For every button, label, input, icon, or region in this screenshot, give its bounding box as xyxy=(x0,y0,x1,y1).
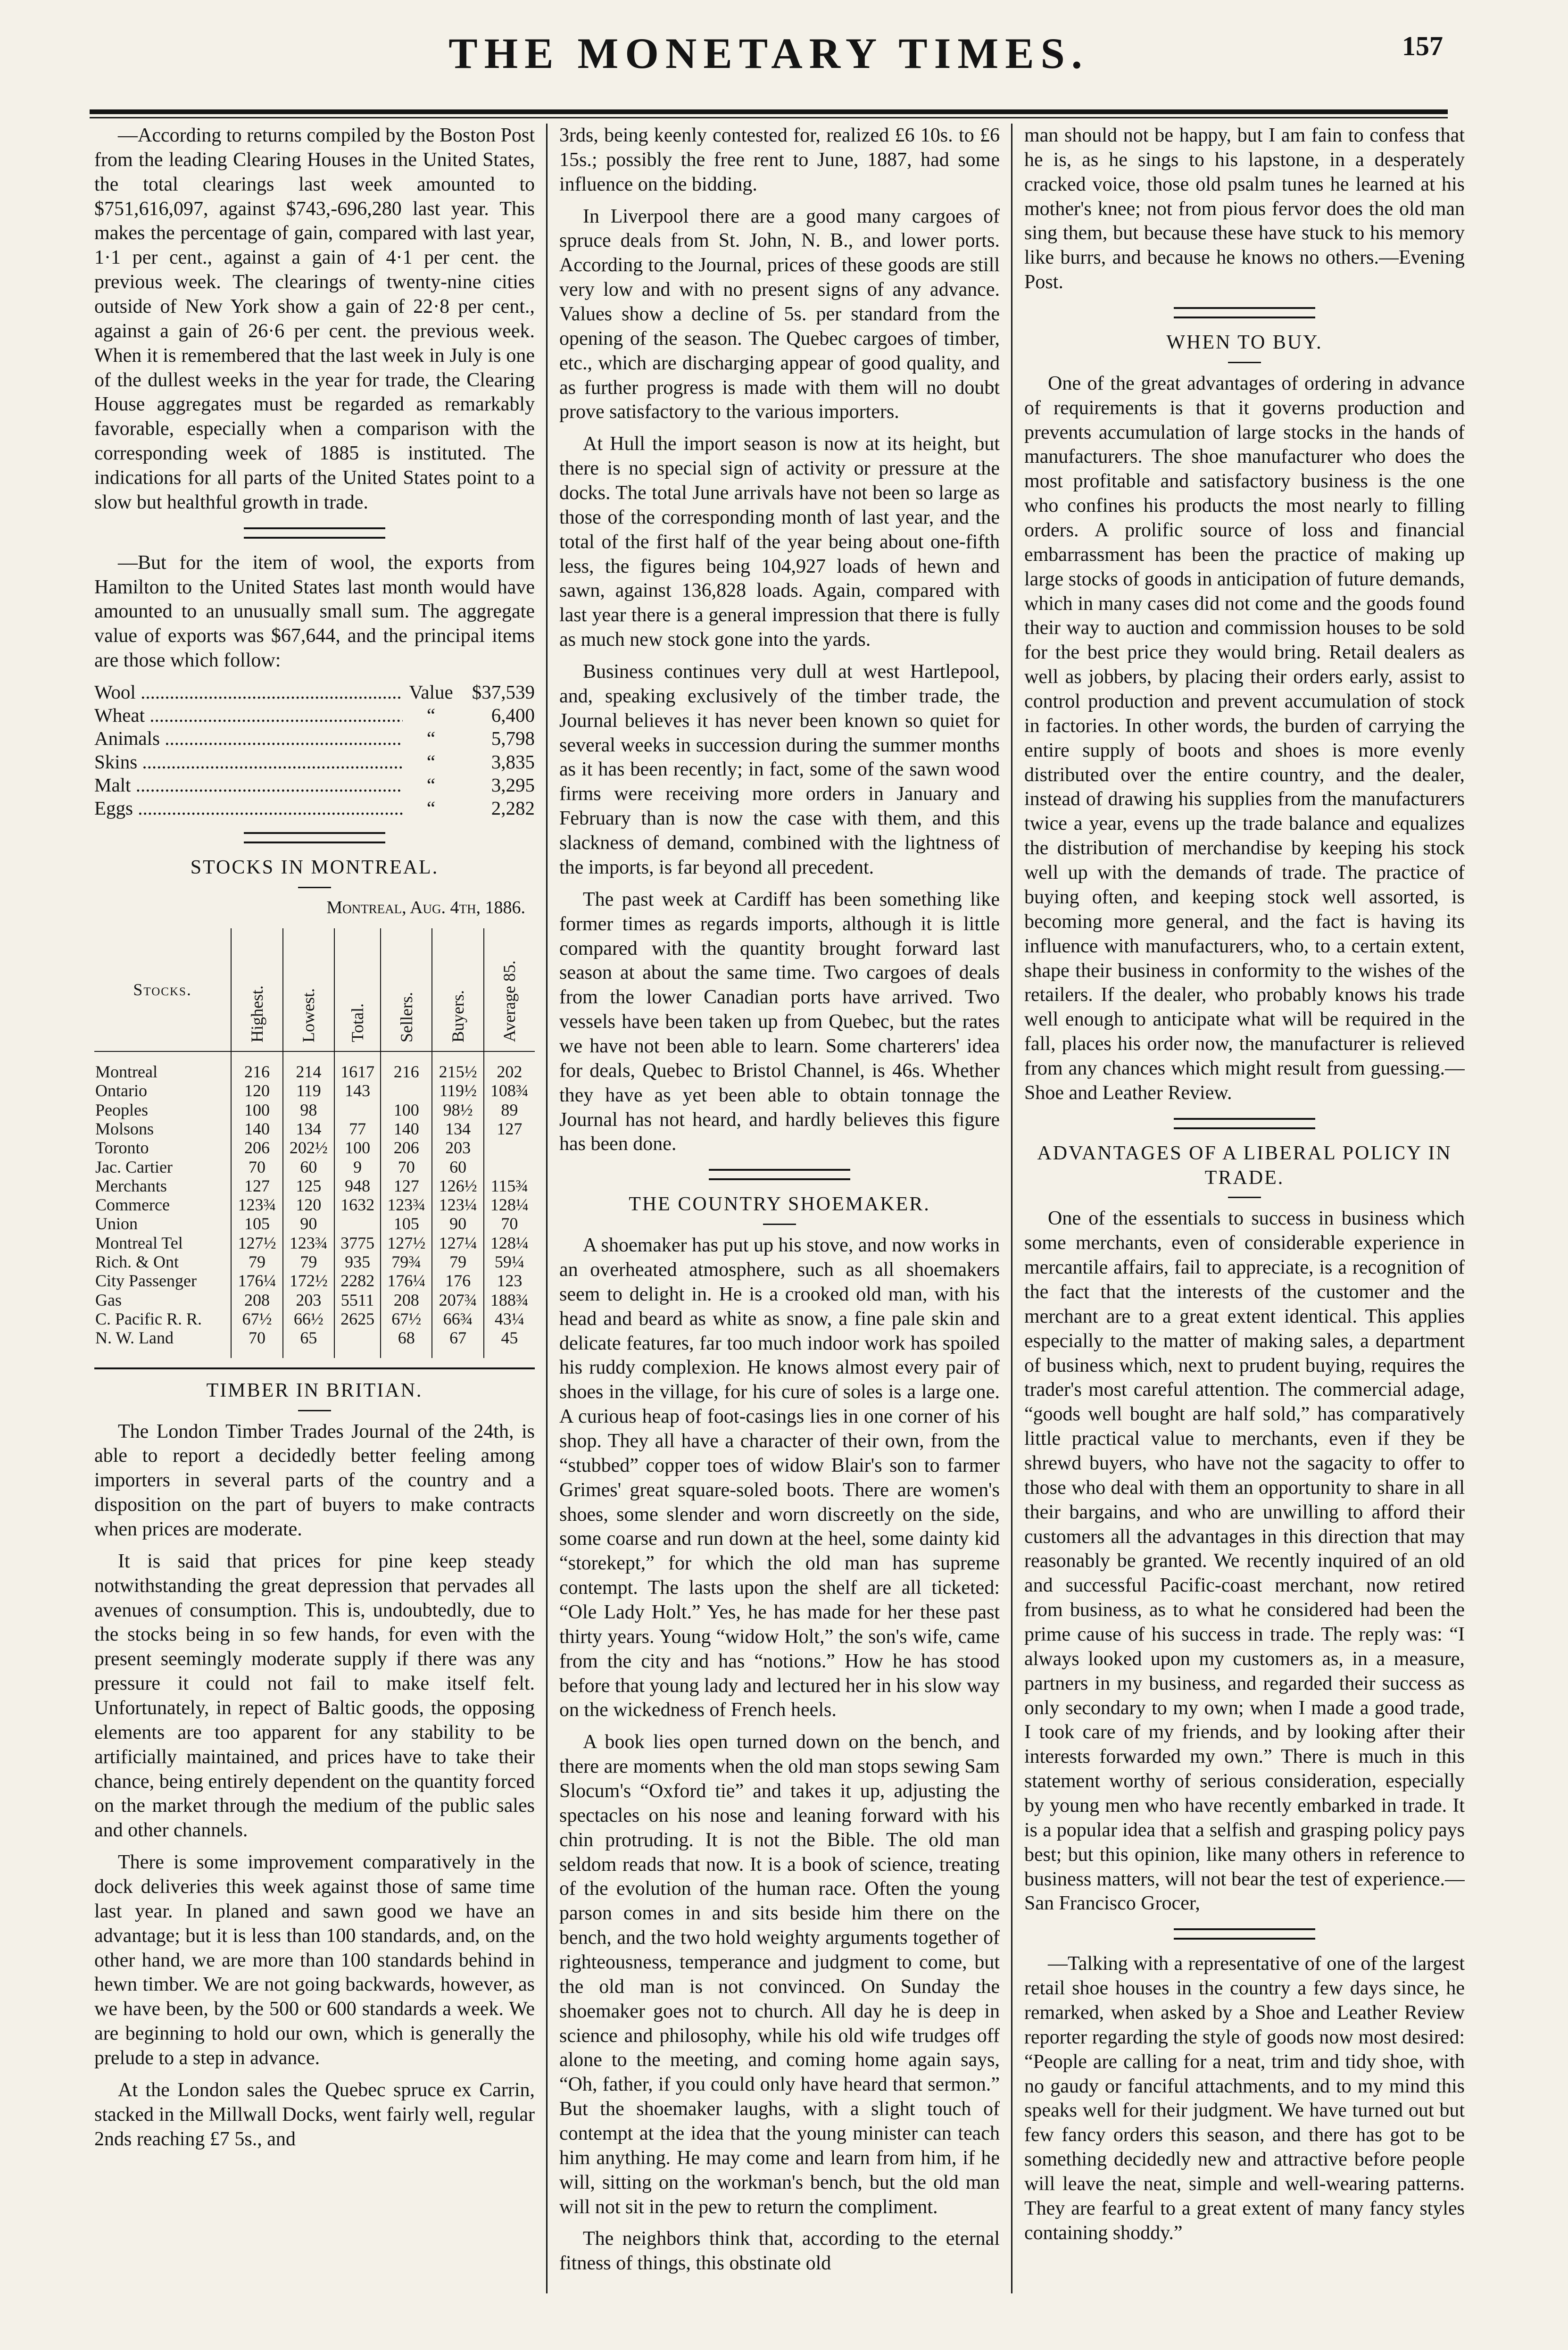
stock-name: C. Pacific R. R. xyxy=(95,1309,202,1329)
stock-value: 125 xyxy=(283,1176,334,1195)
stock-value: 128¼ xyxy=(484,1233,535,1252)
timber-heading: TIMBER IN BRITIAN. xyxy=(206,1379,423,1401)
export-row xyxy=(94,704,535,727)
column-1 xyxy=(94,124,535,2322)
stocks-header-label: Lowest. xyxy=(299,988,318,1042)
stock-value: 1632 xyxy=(334,1195,381,1214)
shoemaker-paragraph-3: The neighbors think that, according to the eternal fitness of things, this obstinate old xyxy=(559,2228,1000,2275)
shoemaker-paragraph-2: A book lies open turned down on the bench, and there are moments when the old man stops sewing Sam Slocum's “Oxford tie” and takes it up, adjusting the spectacles on his nose and leaning forward with his chin protruding. It is not the Bible. The old man seldom reads that now. It is a book of science, treating of the evolution of the human race. Often the young parson comes in and sits beside him there on the bench, and the two hold weighty arguments together of righteousness, temperance and judgment to come, but the old man is not convinced. On Sunday the shoemaker goes not to church. All day he is deep in science and philosophy, while his old wife trudges off alone to the meeting, and coming home again says, “Oh, father, if you could only have heard that sermon.” But the shoemaker laughs, with a slight touch of contempt at the idea that the young minister can teach him anything. He may come and learn from him, if he will, sitting on the workman's bench, but the old man will not sit in the pew to return the compliment. xyxy=(559,1731,1000,2218)
exports-list xyxy=(94,681,535,820)
timber-paragraph-1: The London Timber Trades Journal of the 24th, is able to report a decidedly better feeling among importers in several parts of the country and a disposition on the part of buyers to make contracts when prices are moderate. xyxy=(94,1420,535,1540)
stocks-column-header xyxy=(94,928,231,1051)
table-row xyxy=(94,1138,535,1157)
table-row xyxy=(94,1271,535,1290)
stock-value: 9 xyxy=(334,1158,381,1176)
timber-paragraph-4: At the London sales the Quebec spruce ex Carrin, stacked in the Millwall Docks, went fairly well, regular 2nds reaching £7 5s., and xyxy=(94,2079,535,2150)
stock-value: 207¾ xyxy=(432,1291,483,1309)
table-row xyxy=(94,1081,535,1100)
stock-value: 176¼ xyxy=(381,1271,432,1290)
stock-value: 77 xyxy=(334,1119,381,1138)
stock-value: 105 xyxy=(231,1214,282,1233)
stock-value: 214 xyxy=(283,1051,334,1081)
export-item: Malt ..... xyxy=(94,774,403,797)
stock-name: Jac. Cartier xyxy=(95,1157,173,1176)
stock-value: 134 xyxy=(283,1119,334,1138)
stock-value xyxy=(334,1100,381,1119)
stock-value: 216 xyxy=(381,1051,432,1081)
stock-value: 127 xyxy=(381,1176,432,1195)
section-separator xyxy=(709,1169,850,1180)
export-row xyxy=(94,750,535,774)
stock-value: 127 xyxy=(231,1176,282,1195)
table-row xyxy=(94,1100,535,1119)
column-divider xyxy=(546,124,548,2293)
stock-name: City Passenger xyxy=(95,1271,197,1291)
stock-value: 127 xyxy=(484,1119,535,1138)
stock-value: 126½ xyxy=(432,1176,483,1195)
export-value: 5,798 xyxy=(491,727,535,750)
table-row xyxy=(94,1051,535,1081)
export-item: Eggs ..... xyxy=(94,797,403,820)
export-value: 6,400 xyxy=(491,704,535,726)
stock-value: 215½ xyxy=(432,1051,483,1081)
liverpool-paragraph: In Liverpool there are a good many cargoes of spruce deals from St. John, N. B., and lower ports. According to the Journal, prices of these goods are still very low and with no present signs of any advance. Values show a decline of 5s. per standard from the opening of the season. The Quebec cargoes of timber, etc., which are discharging appear of good quality, and as further progress is made with them will no doubt prove satisfactory to the various importers. xyxy=(559,205,1000,423)
stock-name: Ontario xyxy=(95,1081,147,1100)
short-rule xyxy=(763,1224,796,1225)
table-row xyxy=(94,1328,535,1358)
stock-value: 127½ xyxy=(231,1233,282,1252)
short-rule xyxy=(298,1410,331,1411)
stocks-column-header xyxy=(334,928,381,1051)
stock-value: 216 xyxy=(231,1051,282,1081)
export-item: Skins ..... xyxy=(94,750,403,774)
stocks-header-label: Sellers. xyxy=(397,992,416,1042)
short-rule xyxy=(298,887,331,888)
stock-value: 203 xyxy=(283,1291,334,1309)
stocks-header-label: Total. xyxy=(348,1003,367,1042)
stock-value: 935 xyxy=(334,1252,381,1271)
shoemaker-paragraph-1: A shoemaker has put up his stove, and now works in an overheated atmosphere, such as all shoemakers seem to delight in. He is a crooked old man, with his head and beard as white as snow, a fine pale skin and delicate features, far too much indoor work has spoiled his ruddy complexion. He knows almost every pair of shoes in the village, for his cure of soles is a large one. A curious heap of foot-casings lies in one corner of his shop. They all have a character of their own, from the “stubbed” copper toes of widow Blair's son to farmer Grimes' great square-soled boots. There are women's shoes, some slender and worn discreetly on the side, some coarse and run down at the heel, some dainty kid “storekept,” for which the old man has supreme contempt. The lasts upon the shelf are all ticketed: “Ole Lady Holt.” Yes, he has made for her these past thirty years. Young “widow Holt,” the son's wife, came from the city and has “notions.” How he has stood before that young lady and lectured her in his slow way on the wickedness of French heels. xyxy=(559,1234,1000,1721)
stock-value: 68 xyxy=(381,1328,432,1358)
stock-name: Montreal xyxy=(95,1062,158,1081)
stock-value: 59¼ xyxy=(484,1252,535,1271)
export-label: “ xyxy=(426,774,436,796)
stock-value xyxy=(484,1158,535,1176)
column-divider xyxy=(1011,124,1012,2293)
stock-value: 70 xyxy=(231,1158,282,1176)
export-row xyxy=(94,681,535,704)
table-row xyxy=(94,1176,535,1195)
stock-name: Union xyxy=(95,1214,138,1233)
stocks-column-header xyxy=(432,928,483,1051)
stock-name: Peoples xyxy=(95,1100,148,1119)
stocks-column-header xyxy=(283,928,334,1051)
stocks-header-label: Stocks. xyxy=(133,980,192,999)
stock-name: Gas xyxy=(95,1290,122,1309)
export-value: 3,295 xyxy=(491,774,535,796)
when-to-buy-heading: WHEN TO BUY. xyxy=(1166,332,1323,354)
stock-value: 119½ xyxy=(432,1081,483,1100)
section-separator xyxy=(1174,1928,1315,1940)
liberal-policy-heading: ADVANTAGES OF A LIBERAL POLICY IN TRADE. xyxy=(1037,1142,1452,1189)
export-value: 2,282 xyxy=(491,797,535,819)
stock-value xyxy=(484,1138,535,1157)
stock-name: Toronto xyxy=(95,1138,149,1158)
stock-value: 79¾ xyxy=(381,1252,432,1271)
export-row xyxy=(94,727,535,750)
export-value: $37,539 xyxy=(472,681,535,703)
hartlepool-paragraph: Business continues very dull at west Hartlepool, and, speaking exclusively of the timber trade, the Journal believes it has never been known so quiet for several weeks in succession during the summer months as it has been recently; in fact, some of the sawn wood firms were receiving more orders in January and February than is now the case with them, and this slackness of demand, combined with the lightness of the imports, is far beyond all precedent. xyxy=(559,661,1000,878)
stock-value: 2625 xyxy=(334,1309,381,1328)
stock-value: 206 xyxy=(381,1138,432,1157)
stock-value: 60 xyxy=(283,1158,334,1176)
clearings-paragraph: —According to returns compiled by the Boston Post from the leading Clearing Houses in the United States, the total clearings last week amounted to $751,616,097, against $743,-696,280 last year. This makes the percentage of gain, compared with last year, 1·1 per cent., against a gain of 4·1 per cent. the previous week. The clearings of twenty-nine cities outside of New York show a gain of 22·8 per cent., against a gain of 26·6 per cent. the previous week. When it is remembered that the last week in July is one of the dullest weeks in the year for trade, the Clearing House aggregates must be regarded as remarkably favorable, especially when a comparison with the corresponding week of 1885 is instituted. The indications for all parts of the United States point to a slow but healthful growth in trade. xyxy=(94,125,535,513)
stock-value xyxy=(334,1328,381,1358)
stock-value: 67 xyxy=(432,1328,483,1358)
table-row xyxy=(94,1195,535,1214)
stock-value: 202½ xyxy=(283,1138,334,1157)
export-value: 3,835 xyxy=(491,750,535,773)
stock-value: 208 xyxy=(381,1291,432,1309)
stock-value: 43¼ xyxy=(484,1309,535,1328)
stock-value: 79 xyxy=(432,1252,483,1271)
export-label: “ xyxy=(426,797,436,819)
stock-value: 143 xyxy=(334,1081,381,1100)
stock-value: 188¾ xyxy=(484,1291,535,1309)
stock-value: 1617 xyxy=(334,1051,381,1081)
stock-value: 2282 xyxy=(334,1271,381,1290)
stock-value: 140 xyxy=(381,1119,432,1138)
masthead-title: THE MONETARY TIMES. xyxy=(448,29,1089,77)
export-row xyxy=(94,774,535,797)
stock-name: Molsons xyxy=(95,1119,154,1138)
section-separator xyxy=(1174,307,1315,318)
section-separator xyxy=(244,527,385,539)
when-to-buy-paragraph: One of the great advantages of ordering in advance of requirements is that it governs production and prevents accumulation of large stocks in the hands of manufacturers. The shoe manufacturer who does the most profitable and satisfactory business is the one who confines his products the most nearly to filling orders. A prolific source of loss and financial embarrassment has been the practice of making up large stocks of goods in anticipation of future demands, which in many cases did not come and the goods found their way to auction and commission houses to be sold for the best price they would bring. Retail dealers as well as jobbers, by placing their orders early, assist to control production and prevent accumulation of stock in factories. In other words, the burden of carrying the entire supply of boots and shoes is more evenly distributed over the entire country, and the dealer, instead of drawing his supplies from the manufacturers twice a year, evens up the trade balance and equalizes the distribution of merchandise by keeping his stock well up with the demands of trade. The practice of buying often, and keeping stock well assorted, is becoming more general, and the fact is having its influence with manufacturers, who, to a certain extent, shape their business in conformity to the wishes of the retailers. If the dealer, who probably knows his trade well enough to anticipate what will be required in the fall, places his order now, the manufacturer is relieved from any chances which might result from guessing.—Shoe and Leather Review. xyxy=(1024,372,1465,1104)
stock-value: 67½ xyxy=(381,1309,432,1328)
stock-value: 123¾ xyxy=(381,1195,432,1214)
section-separator xyxy=(244,832,385,843)
stock-value: 202 xyxy=(484,1051,535,1081)
stock-name: Merchants xyxy=(95,1176,167,1195)
table-row xyxy=(94,1309,535,1328)
stocks-header-label: Buyers. xyxy=(448,990,467,1042)
shoemaker-continued-paragraph: man should not be happy, but I am fain to confess that he is, as he sings to his lapstone, in a desperately cracked voice, those old psalm tunes he learned at his mother's knee; not from pious fervor does the old man sing them, but because these have stuck to his memory like burrs, and because he knows no others.—Evening Post. xyxy=(1024,125,1465,293)
stock-value: 119 xyxy=(283,1081,334,1100)
stock-value: 90 xyxy=(432,1214,483,1233)
column-2 xyxy=(559,124,1000,2322)
export-label: “ xyxy=(426,704,436,726)
export-item: Wool ..... xyxy=(94,681,403,704)
export-row xyxy=(94,797,535,820)
stock-value: 140 xyxy=(231,1119,282,1138)
stock-value: 127¼ xyxy=(432,1233,483,1252)
table-row xyxy=(94,1119,535,1138)
table-row xyxy=(94,1214,535,1233)
stock-value: 127½ xyxy=(381,1233,432,1252)
stock-value: 70 xyxy=(231,1328,282,1358)
short-rule xyxy=(1228,1197,1261,1198)
stock-value: 100 xyxy=(381,1100,432,1119)
timber-paragraph-2: It is said that prices for pine keep steady notwithstanding the great depression that pervades all avenues of consumption. This is, undoubtedly, due to the stocks being in so few hands, for even with the present seemingly moderate supply if there was any pressure it could not fail to make itself felt. Unfortunately, in repect of Baltic goods, the opposing elements are too apparent for any stability to be artificially maintained, and prices have to take their chance, being entirely dependent on the quantity forced on the market through the medium of the public sales and other channels. xyxy=(94,1550,535,1842)
stock-value: 123 xyxy=(484,1271,535,1290)
stock-value: 70 xyxy=(484,1214,535,1233)
stocks-header-label: Highest. xyxy=(247,985,266,1042)
stock-value xyxy=(381,1081,432,1100)
stock-value: 65 xyxy=(283,1328,334,1358)
stock-value: 120 xyxy=(231,1081,282,1100)
stock-value: 108¾ xyxy=(484,1081,535,1100)
section-rule xyxy=(94,1367,535,1369)
stocks-header-label: Average 85. xyxy=(500,960,519,1042)
stock-value: 89 xyxy=(484,1100,535,1119)
stock-value: 128¼ xyxy=(484,1195,535,1214)
shoemaker-heading: THE COUNTRY SHOEMAKER. xyxy=(629,1193,930,1216)
stock-value: 123¾ xyxy=(231,1195,282,1214)
stock-value: 105 xyxy=(381,1214,432,1233)
stock-value: 79 xyxy=(283,1252,334,1271)
export-item: Wheat ..... xyxy=(94,704,403,727)
stock-name: Commerce xyxy=(95,1195,170,1215)
timber-continued-paragraph: 3rds, being keenly contested for, realized £6 10s. to £6 15s.; possibly the free rent to June, 1887, had some influence on the bidding. xyxy=(559,125,1000,195)
table-row xyxy=(94,1252,535,1271)
table-row xyxy=(94,1233,535,1252)
stock-value: 90 xyxy=(283,1214,334,1233)
stock-value: 134 xyxy=(432,1119,483,1138)
stock-name: Rich. & Ont xyxy=(95,1252,179,1272)
stock-value: 203 xyxy=(432,1138,483,1157)
stock-value xyxy=(334,1214,381,1233)
masthead xyxy=(90,28,1448,99)
wool-exports-paragraph: —But for the item of wool, the exports from Hamilton to the United States last month would have amounted to an unusually small sum. The aggregate value of exports was $67,644, and the principal items are those which follow: xyxy=(94,551,535,672)
column-3 xyxy=(1024,124,1465,2322)
stocks-column-header xyxy=(231,928,282,1051)
cardiff-paragraph: The past week at Cardiff has been something like former times as regards imports, although it is little compared with the quantity brought forward last season at about the same time. Two cargoes of deals from the lower Canadian ports have arrived. Two vessels have been taken up from Quebec, but the rates we have not been able to learn. Some charterers' idea for deals, Quebec to Bristol Channel, is 46s. Whether they have as yet been able to obtain tonnage the Journal has not heard, and hardly believes this figure has been done. xyxy=(559,888,1000,1155)
stock-value: 67½ xyxy=(231,1309,282,1328)
stock-value: 100 xyxy=(231,1100,282,1119)
stock-value: 98½ xyxy=(432,1100,483,1119)
stock-value: 5511 xyxy=(334,1291,381,1309)
stock-value: 208 xyxy=(231,1291,282,1309)
stock-value: 60 xyxy=(432,1158,483,1176)
stock-value: 123¼ xyxy=(432,1195,483,1214)
stocks-column-header xyxy=(381,928,432,1051)
masthead-rule xyxy=(90,109,1448,118)
stock-value: 66½ xyxy=(283,1309,334,1328)
stocks-heading: STOCKS IN MONTREAL. xyxy=(190,857,439,879)
stock-value: 100 xyxy=(334,1138,381,1157)
stock-name: Montreal Tel xyxy=(95,1233,183,1252)
stock-value: 206 xyxy=(231,1138,282,1157)
export-label: “ xyxy=(426,727,436,750)
stock-value: 172½ xyxy=(283,1271,334,1290)
stock-value: 98 xyxy=(283,1100,334,1119)
stock-value: 120 xyxy=(283,1195,334,1214)
export-label: Value xyxy=(409,681,453,703)
shoe-houses-paragraph: —Talking with a representative of one of the largest retail shoe houses in the country a few days since, he remarked, when asked by a Shoe and Leather Review reporter regarding the style of goods now most desired: “People are calling for a neat, trim and tidy shoe, with no gaudy or fanciful attachments, and to my mind this speaks well for their judgment. We have turned out but few fancy orders this season, and there has got to be something decidedly new and attractive before people will leave the neat, simple and well-wearing patterns. They are fearful to a great extent of many fancy styles containing shoddy.” xyxy=(1024,1953,1465,2244)
page-number: 157 xyxy=(1402,31,1443,61)
short-rule xyxy=(1228,362,1261,363)
export-label: “ xyxy=(426,750,436,773)
stock-value: 176 xyxy=(432,1271,483,1290)
stock-value: 948 xyxy=(334,1176,381,1195)
liberal-policy-paragraph: One of the essentials to success in business which some merchants, even of considerable experience in mercantile affairs, fail to appreciate, is a recognition of the fact that the interests of the customer and the merchant are to a great extent identical. This applies especially to the matter of making sales, a department of business which, next to prudent buying, requires the trader's most careful attention. The commercial adage, “goods well bought are half sold,” has comparatively little practical value to merchants, even if they be shrewd buyers, who have not the sagacity to offer to those who deal with them an opportunity to share in all their bargains, and who are unwilling to afford their customers all the advantages in this direction that may reasonably be granted. We recently inquired of an old and successful Pacific-coast merchant, now retired from business, as to what he considered had been the prime cause of his success in trade. The reply was: “I always looked upon my customers as, in a measure, partners in my business, and regarded their success as only secondary to my own; when I made a good trade, I took care of my friends, and by looking after their interests forwarded my own.” There is much in this statement worthy of serious consideration, especially by young men who have recently embarked in trade. It is a popular idea that a selfish and grasping policy pays best; but this opinion, like many others in reference to business matters, will not bear the test of experience.—San Francisco Grocer, xyxy=(1024,1208,1465,1915)
stock-value: 115¾ xyxy=(484,1176,535,1195)
table-row xyxy=(94,1158,535,1176)
timber-paragraph-3: There is some improvement comparatively in the dock deliveries this week against those of same time last year. In planed and sawn good we have an advantage; but it is less than 100 standards, and, on the other hand, we are more than 100 standards behind in hewn timber. We are not going backwards, however, as we have been, by the 500 or 600 standards a week. We are beginning to hold our own, which is generally the prelude to a step in advance. xyxy=(94,1851,535,2069)
stock-value: 79 xyxy=(231,1252,282,1271)
stock-name: N. W. Land xyxy=(95,1328,174,1348)
stocks-table xyxy=(94,928,535,1358)
hull-paragraph: At Hull the import season is now at its height, but there is no special sign of activity or pressure at the docks. The total June arrivals have not been so large as those of the corresponding month of last year, and the total of the first half of the year being about one-fifth less, the figures being 104,927 loads of hewn and sawn, against 136,828 loads. Again, compared with last year there is a general impression that there is fully as much new stock gone into the yards. xyxy=(559,433,1000,651)
section-separator xyxy=(1174,1118,1315,1129)
stock-value: 3775 xyxy=(334,1233,381,1252)
stock-value: 70 xyxy=(381,1158,432,1176)
stock-value: 176¼ xyxy=(231,1271,282,1290)
stock-value: 123¾ xyxy=(283,1233,334,1252)
stock-value: 66¾ xyxy=(432,1309,483,1328)
table-row xyxy=(94,1291,535,1309)
stocks-date: Montreal, Aug. 4th, 1886. xyxy=(326,898,525,918)
stock-value: 45 xyxy=(484,1328,535,1358)
stocks-column-header xyxy=(484,928,535,1051)
export-item: Animals ..... xyxy=(94,727,403,750)
